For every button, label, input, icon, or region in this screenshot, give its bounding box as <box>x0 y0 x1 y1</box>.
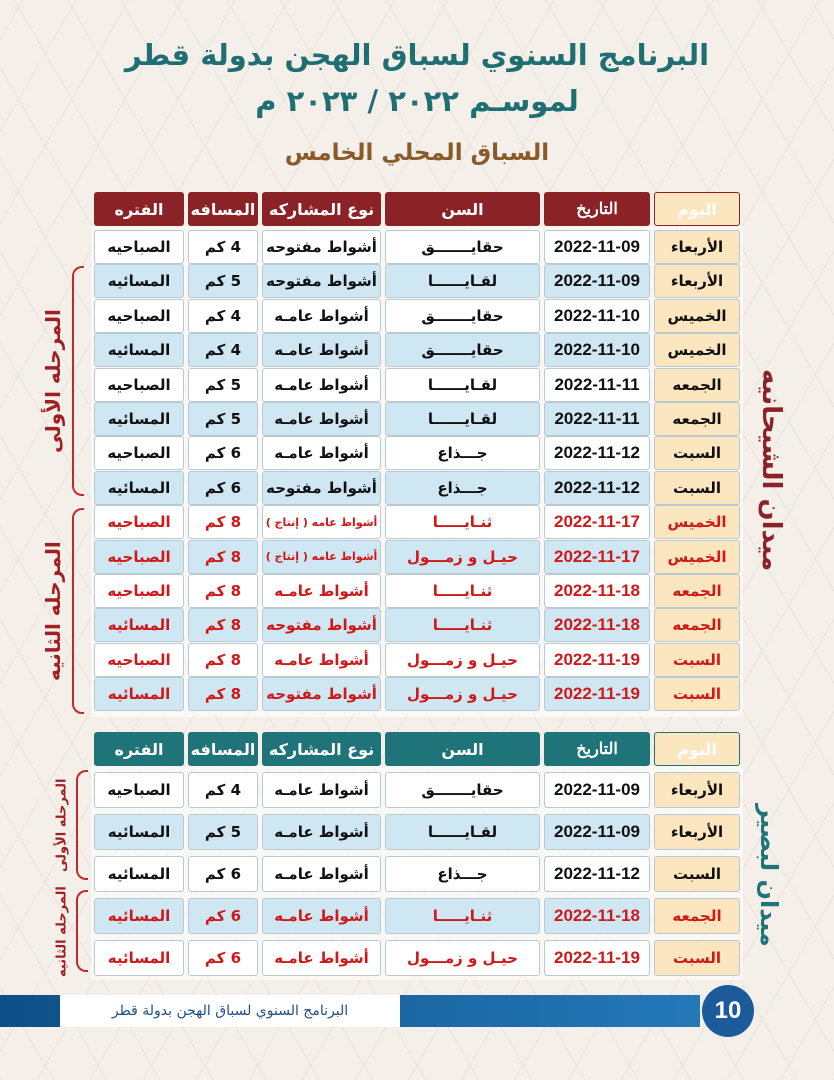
type-cell: أشواط عامـه <box>262 436 381 470</box>
distance-cell: 8 كم <box>188 540 258 574</box>
day-cell: الخميس <box>654 540 740 574</box>
date-cell: 2022-11-17 <box>544 540 650 574</box>
distance-cell: 5 كم <box>188 402 258 436</box>
age-cell: ثنـايـــــا <box>385 574 540 608</box>
page-number: 10 <box>702 985 754 1037</box>
date-cell: 2022-11-18 <box>544 898 650 934</box>
table1-header-row <box>94 192 740 226</box>
type-cell: أشواط مفتوحه <box>262 677 381 711</box>
venue2-label: ميدان لبصير <box>755 803 783 947</box>
table-row <box>94 299 740 333</box>
t2-stage2-label: المرحله الثانيه <box>54 886 70 978</box>
age-cell: ثنـايـــــا <box>385 608 540 642</box>
table-row <box>94 402 740 436</box>
age-cell: ثنـايـــــا <box>385 898 540 934</box>
distance-cell: 4 كم <box>188 333 258 367</box>
distance-cell: 8 كم <box>188 643 258 677</box>
stage1-label: المرحله الأولى <box>41 309 65 453</box>
footer-text: البرنامج السنوي لسباق الهجن بدولة قطر <box>60 995 400 1027</box>
period-cell: المسائيه <box>94 471 184 505</box>
table-row <box>94 540 740 574</box>
header-day: اليوم <box>654 732 740 766</box>
date-cell: 2022-11-09 <box>544 264 650 298</box>
age-cell: حقايـــــــق <box>385 299 540 333</box>
distance-cell: 5 كم <box>188 264 258 298</box>
race-title: السباق المحلي الخامس <box>284 140 550 166</box>
table-row <box>94 856 740 892</box>
date-cell: 2022-11-10 <box>544 333 650 367</box>
period-cell: المسائيه <box>94 333 184 367</box>
period-cell: الصباحيه <box>94 574 184 608</box>
distance-cell: 5 كم <box>188 814 258 850</box>
table-row <box>94 505 740 539</box>
day-cell: الأربعاء <box>654 230 740 264</box>
day-cell: الخميس <box>654 299 740 333</box>
age-cell: لقـايــــــا <box>385 368 540 402</box>
period-cell: المسائيه <box>94 402 184 436</box>
type-cell: أشواط عامـه <box>262 643 381 677</box>
age-cell: جـــذاع <box>385 436 540 470</box>
distance-cell: 8 كم <box>188 574 258 608</box>
age-cell: حيـل و زمـــول <box>385 940 540 976</box>
distance-cell: 4 كم <box>188 230 258 264</box>
day-cell: الجمعه <box>654 402 740 436</box>
t2-stage1-label: المرحله الأولى <box>54 778 70 872</box>
age-cell: لقـايــــــا <box>385 402 540 436</box>
type-cell: أشواط عامـه <box>262 368 381 402</box>
date-cell: 2022-11-17 <box>544 505 650 539</box>
distance-cell: 6 كم <box>188 898 258 934</box>
table-row <box>94 471 740 505</box>
day-cell: الجمعه <box>654 608 740 642</box>
stage2-bracket <box>72 508 84 714</box>
table-row <box>94 574 740 608</box>
header-period: الفتره <box>94 732 184 766</box>
age-cell: جـــذاع <box>385 856 540 892</box>
age-cell: حيـل و زمـــول <box>385 643 540 677</box>
distance-cell: 4 كم <box>188 299 258 333</box>
type-cell: أشواط عامه ( إنتاج ) <box>262 540 381 574</box>
day-cell: السبت <box>654 940 740 976</box>
header-distance: المسافه <box>188 192 258 226</box>
age-cell: حقايـــــــق <box>385 772 540 808</box>
table-row <box>94 643 740 677</box>
period-cell: الصباحيه <box>94 772 184 808</box>
type-cell: أشواط عامـه <box>262 299 381 333</box>
distance-cell: 8 كم <box>188 505 258 539</box>
day-cell: السبت <box>654 856 740 892</box>
type-cell: أشواط عامـه <box>262 814 381 850</box>
age-cell: ثنـايـــــا <box>385 505 540 539</box>
table-row <box>94 940 740 976</box>
period-cell: الصباحيه <box>94 368 184 402</box>
header-age: السن <box>385 192 540 226</box>
period-cell: الصباحيه <box>94 299 184 333</box>
distance-cell: 6 كم <box>188 436 258 470</box>
date-cell: 2022-11-19 <box>544 677 650 711</box>
period-cell: الصباحيه <box>94 230 184 264</box>
venue1-label: ميدان الشيحانيه <box>756 368 786 572</box>
date-cell: 2022-11-11 <box>544 368 650 402</box>
season-title: لموسـم ٢٠٢٢ / ٢٠٢٣ م <box>255 84 579 118</box>
stage2-label: المرحله الثانيه <box>41 541 65 681</box>
date-cell: 2022-11-18 <box>544 574 650 608</box>
day-cell: السبت <box>654 436 740 470</box>
period-cell: الصباحيه <box>94 505 184 539</box>
distance-cell: 6 كم <box>188 856 258 892</box>
day-cell: الخميس <box>654 333 740 367</box>
type-cell: أشواط مفتوحه <box>262 264 381 298</box>
type-cell: أشواط عامـه <box>262 898 381 934</box>
header-type: نوع المشاركه <box>262 732 381 766</box>
period-cell: الصباحيه <box>94 643 184 677</box>
header-day: اليوم <box>654 192 740 226</box>
table2-header-row <box>94 732 740 766</box>
period-cell: المسائيه <box>94 814 184 850</box>
date-cell: 2022-11-19 <box>544 643 650 677</box>
date-cell: 2022-11-12 <box>544 436 650 470</box>
table-row <box>94 772 740 808</box>
header-date: التاريخ <box>544 192 650 226</box>
age-cell: حقايـــــــق <box>385 333 540 367</box>
t2-stage2-bracket <box>76 890 88 972</box>
type-cell: أشواط عامـه <box>262 333 381 367</box>
day-cell: السبت <box>654 471 740 505</box>
day-cell: السبت <box>654 643 740 677</box>
table-row <box>94 608 740 642</box>
distance-cell: 8 كم <box>188 677 258 711</box>
day-cell: الخميس <box>654 505 740 539</box>
table-row <box>94 333 740 367</box>
period-cell: المسائيه <box>94 940 184 976</box>
age-cell: حقايـــــــق <box>385 230 540 264</box>
age-cell: لقـايــــــا <box>385 814 540 850</box>
table-row <box>94 230 740 264</box>
distance-cell: 6 كم <box>188 471 258 505</box>
age-cell: حيـل و زمـــول <box>385 677 540 711</box>
date-cell: 2022-11-18 <box>544 608 650 642</box>
t2-stage1-bracket <box>76 770 88 880</box>
table-row <box>94 677 740 711</box>
header-date: التاريخ <box>544 732 650 766</box>
day-cell: الأربعاء <box>654 264 740 298</box>
period-cell: المسائيه <box>94 264 184 298</box>
type-cell: أشواط عامـه <box>262 574 381 608</box>
period-cell: المسائيه <box>94 677 184 711</box>
day-cell: الأربعاء <box>654 772 740 808</box>
type-cell: أشواط مفتوحه <box>262 471 381 505</box>
header-type: نوع المشاركه <box>262 192 381 226</box>
table-row <box>94 814 740 850</box>
header-period: الفتره <box>94 192 184 226</box>
distance-cell: 6 كم <box>188 940 258 976</box>
day-cell: الجمعه <box>654 574 740 608</box>
age-cell: لقـايــــــا <box>385 264 540 298</box>
type-cell: أشواط عامـه <box>262 402 381 436</box>
date-cell: 2022-11-09 <box>544 230 650 264</box>
day-cell: السبت <box>654 677 740 711</box>
date-cell: 2022-11-10 <box>544 299 650 333</box>
age-cell: حيـل و زمـــول <box>385 540 540 574</box>
date-cell: 2022-11-11 <box>544 402 650 436</box>
page-title: البرنامج السنوي لسباق الهجن بدولة قطر <box>124 38 710 72</box>
table-row <box>94 436 740 470</box>
period-cell: المسائيه <box>94 856 184 892</box>
period-cell: المسائيه <box>94 608 184 642</box>
header-age: السن <box>385 732 540 766</box>
type-cell: أشواط عامـه <box>262 772 381 808</box>
period-cell: الصباحيه <box>94 436 184 470</box>
day-cell: الأربعاء <box>654 814 740 850</box>
day-cell: الجمعه <box>654 898 740 934</box>
day-cell: الجمعه <box>654 368 740 402</box>
stage1-bracket <box>72 266 84 496</box>
header-distance: المسافه <box>188 732 258 766</box>
date-cell: 2022-11-12 <box>544 856 650 892</box>
table-row <box>94 898 740 934</box>
type-cell: أشواط عامه ( إنتاج ) <box>262 505 381 539</box>
date-cell: 2022-11-09 <box>544 772 650 808</box>
period-cell: الصباحيه <box>94 540 184 574</box>
type-cell: أشواط مفتوحه <box>262 608 381 642</box>
type-cell: أشواط مفتوحه <box>262 230 381 264</box>
date-cell: 2022-11-09 <box>544 814 650 850</box>
date-cell: 2022-11-12 <box>544 471 650 505</box>
date-cell: 2022-11-19 <box>544 940 650 976</box>
table-row <box>94 264 740 298</box>
type-cell: أشواط عامـه <box>262 856 381 892</box>
age-cell: جـــذاع <box>385 471 540 505</box>
type-cell: أشواط عامـه <box>262 940 381 976</box>
distance-cell: 4 كم <box>188 772 258 808</box>
table-row <box>94 368 740 402</box>
distance-cell: 8 كم <box>188 608 258 642</box>
distance-cell: 5 كم <box>188 368 258 402</box>
period-cell: المسائيه <box>94 898 184 934</box>
